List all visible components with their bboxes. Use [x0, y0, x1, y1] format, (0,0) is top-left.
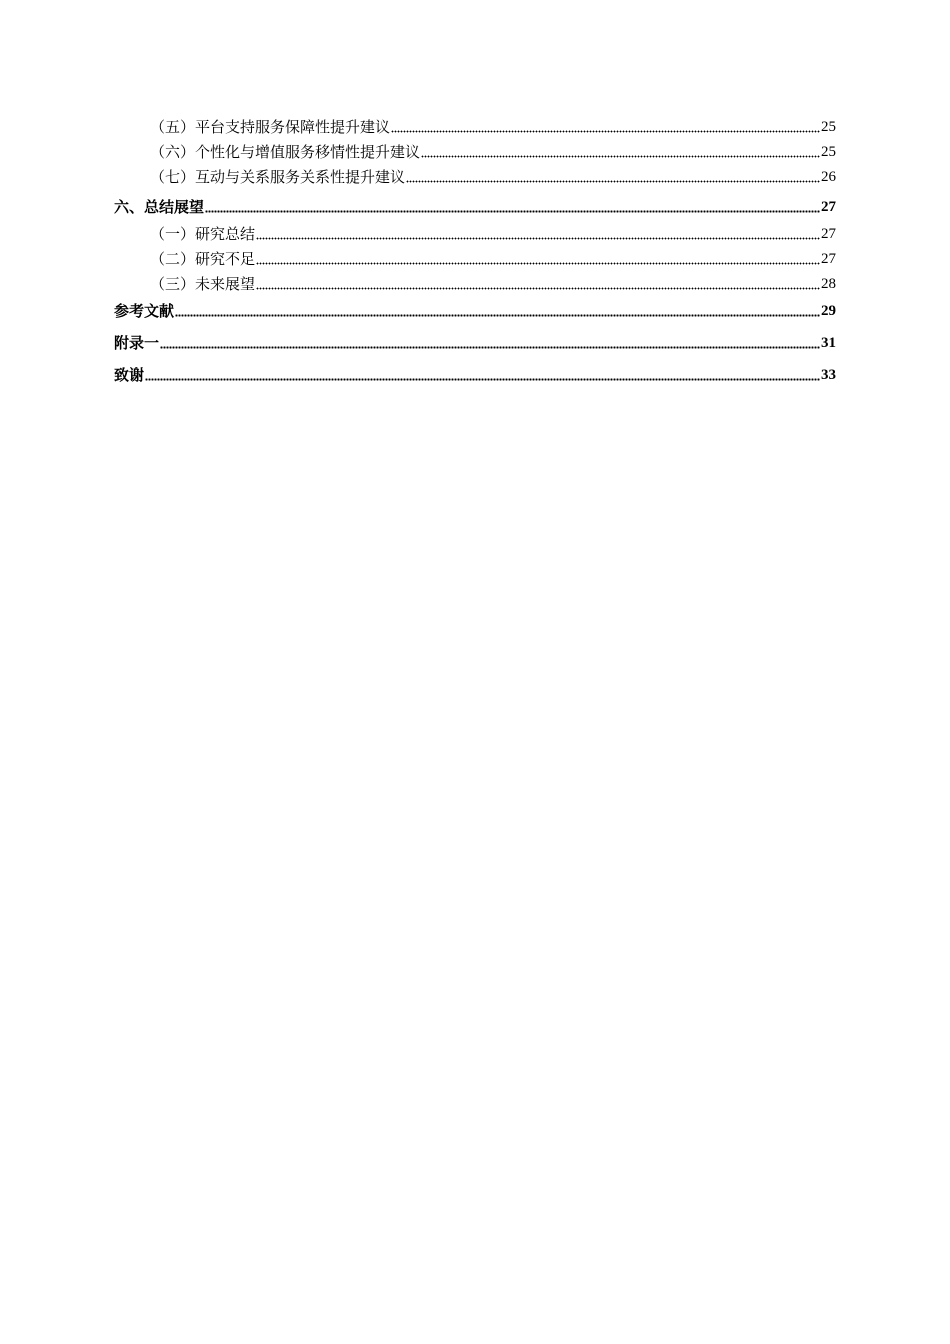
toc-chapter-page-number: 31 — [821, 335, 836, 351]
toc-chapter-page-number: 29 — [821, 303, 836, 319]
toc-entry-page-number: 25 — [821, 144, 836, 160]
toc-dot-leader — [406, 180, 820, 183]
toc-dot-leader — [256, 237, 820, 240]
toc-chapter-entry[interactable] — [114, 192, 836, 219]
toc-entry-title: （六）个性化与增值服务移情性提升建议 — [150, 143, 421, 161]
toc-entry-title: （五）平台支持服务保障性提升建议 — [150, 118, 391, 136]
toc-entry[interactable] — [114, 114, 836, 139]
toc-chapter-page-number: 33 — [821, 367, 836, 383]
toc-dot-leader — [205, 210, 820, 213]
toc-entry[interactable] — [114, 221, 836, 246]
toc-entry-title: （七）互动与关系服务关系性提升建议 — [150, 168, 406, 186]
toc-dot-leader — [391, 130, 820, 133]
toc-entry-title: （二）研究不足 — [150, 250, 256, 268]
toc-dot-leader — [421, 155, 820, 158]
toc-entry[interactable] — [114, 246, 836, 271]
toc-entry-page-number: 27 — [821, 226, 836, 242]
toc-entry-page-number: 28 — [821, 276, 836, 292]
toc-chapter-page-number: 27 — [821, 199, 836, 215]
toc-chapter-entry[interactable] — [114, 360, 836, 387]
toc-chapter-title: 致谢 — [114, 366, 145, 384]
toc-entry-page-number: 25 — [821, 119, 836, 135]
toc-dot-leader — [256, 262, 820, 265]
toc-chapter-entry[interactable] — [114, 328, 836, 355]
toc-chapter-title: 参考文献 — [114, 302, 175, 320]
toc-entry[interactable] — [114, 139, 836, 164]
toc-entry-page-number: 26 — [821, 169, 836, 185]
toc-entry-page-number: 27 — [821, 251, 836, 267]
table-of-contents — [114, 114, 836, 392]
toc-chapter-title: 附录一 — [114, 334, 160, 352]
toc-dot-leader — [145, 378, 820, 381]
toc-chapter-title: 六、总结展望 — [114, 198, 205, 216]
toc-entry-title: （三）未来展望 — [150, 275, 256, 293]
toc-chapter-entry[interactable] — [114, 296, 836, 323]
toc-dot-leader — [256, 287, 820, 290]
toc-dot-leader — [160, 346, 820, 349]
toc-entry-title: （一）研究总结 — [150, 225, 256, 243]
toc-entry[interactable] — [114, 164, 836, 189]
toc-entry[interactable] — [114, 271, 836, 296]
toc-dot-leader — [175, 314, 820, 317]
